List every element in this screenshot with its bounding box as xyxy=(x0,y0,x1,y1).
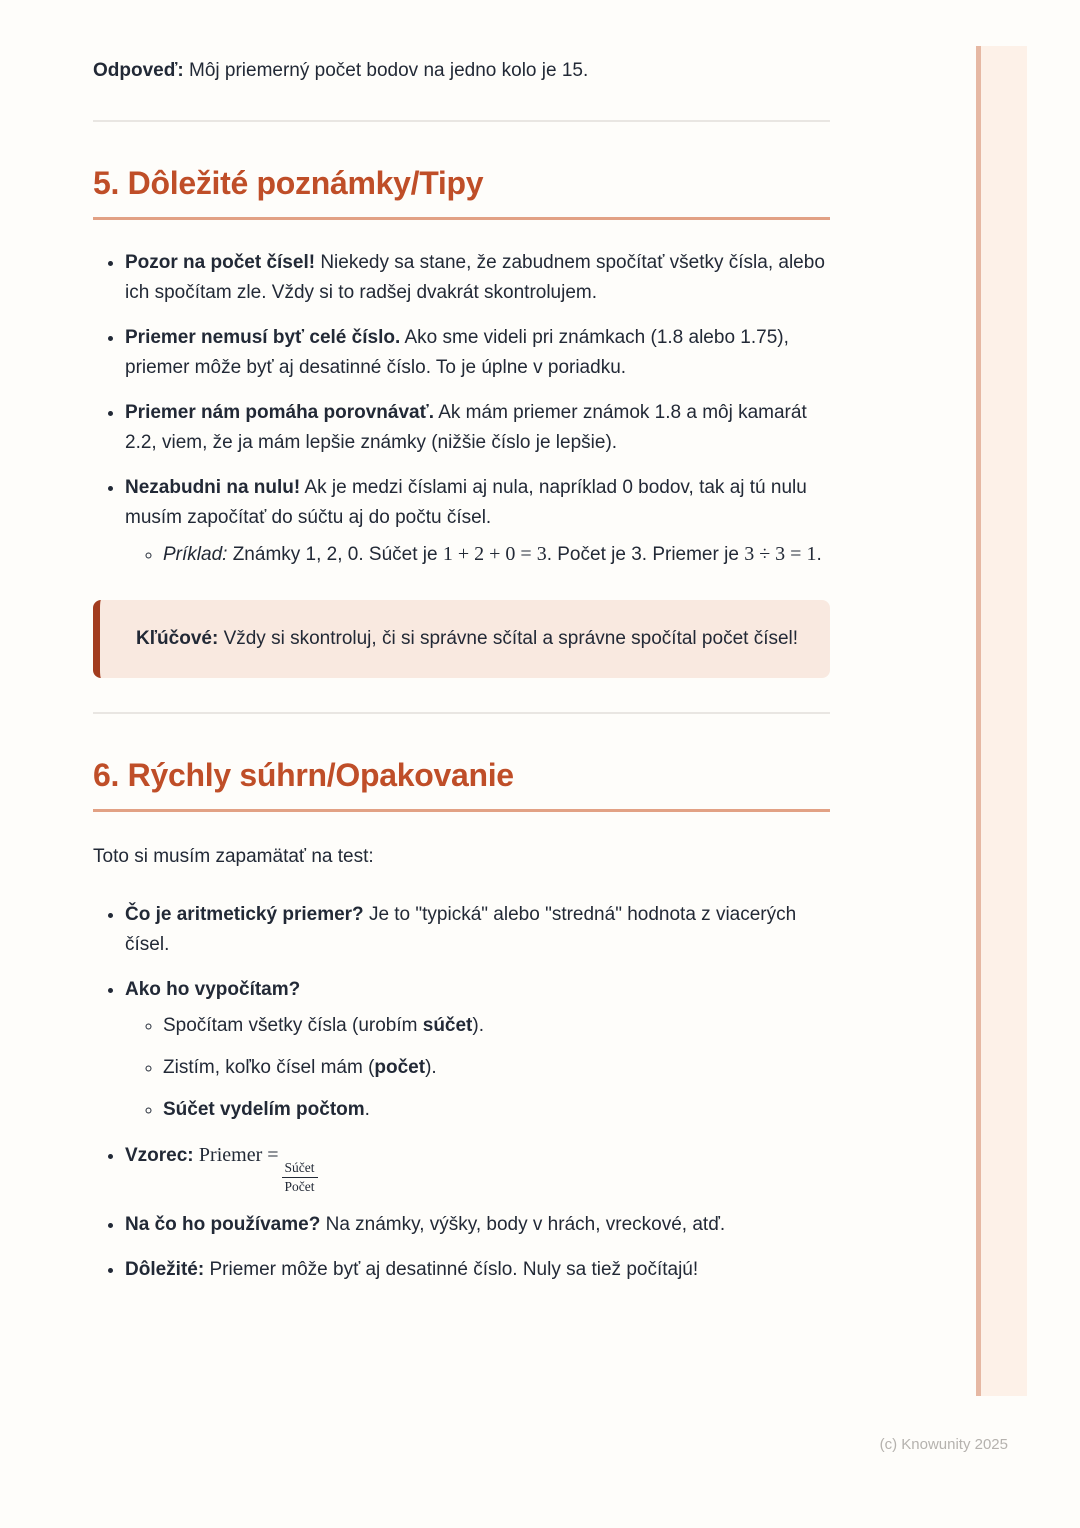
answer-line xyxy=(93,56,830,86)
answer-label: Odpoveď: xyxy=(93,60,184,81)
bullet-lead: Ako ho vypočítam? xyxy=(125,979,301,1000)
bullet-text: Na známky, výšky, body v hrách, vreckové, atď. xyxy=(325,1214,726,1236)
step-pre: Spočítam všetky čísla (urobím xyxy=(163,1015,423,1036)
bullet-text: Ak mám priemer známok 1.8 a môj kamarát 2.2, viem, že ja mám lepšie známky (nižšie číslo je lepšie). xyxy=(125,402,807,453)
callout-text xyxy=(136,620,800,658)
bullet-lead: Priemer nemusí byť celé číslo. xyxy=(125,327,401,348)
list-item-cele-cislo xyxy=(125,323,830,383)
step-item-pocet xyxy=(163,1053,830,1083)
step-bold: počet xyxy=(374,1057,426,1078)
bullet-text: Ak je medzi číslami aj nula, napríklad 0 bodov, tak aj tú nulu musím započítať do súčtu aj do počtu čísel. xyxy=(125,477,807,528)
bullet-lead: Nezabudni na nulu! xyxy=(125,477,301,498)
step-pre: Zistím, koľko čísel mám ( xyxy=(163,1057,375,1078)
list-item-dolezite xyxy=(125,1255,830,1285)
answer-text: Môj priemerný počet bodov na jedno kolo je 15. xyxy=(189,60,589,81)
step-post: . xyxy=(364,1099,370,1120)
step-bold: súčet xyxy=(422,1015,473,1036)
formula-lhs: Priemer = xyxy=(198,1144,279,1166)
example-lead: Známky 1, 2, 0. Súčet je xyxy=(232,544,438,565)
section-5-heading: 5. Dôležité poznámky/Tipy xyxy=(93,162,830,220)
bullet-text: Je to "typická" alebo "stredná" hodnota z viacerých čísel. xyxy=(125,904,797,955)
bullet-lead: Pozor na počet čísel! xyxy=(125,252,316,273)
fraction-denominator: Počet xyxy=(284,1179,315,1195)
example-label: Príklad: xyxy=(163,544,228,565)
step-bold: Súčet vydelím počtom xyxy=(163,1099,365,1120)
bullet-lead: Čo je aritmetický priemer? xyxy=(125,904,364,925)
step-post: ). xyxy=(472,1015,484,1036)
section-divider xyxy=(93,120,830,122)
list-item-porovnavat xyxy=(125,398,830,458)
step-item-vydelim xyxy=(163,1095,830,1125)
copyright-footer: (c) Knowunity 2025 xyxy=(879,1436,1008,1453)
example-sublist xyxy=(125,539,830,570)
section-6-list xyxy=(93,900,830,1285)
content-column xyxy=(93,56,830,1300)
bullet-lead: Vzorec: xyxy=(125,1145,194,1166)
bullet-lead: Priemer nám pomáha porovnávať. xyxy=(125,402,434,423)
step-post: ). xyxy=(425,1057,437,1078)
bullet-lead: Na čo ho používame? xyxy=(125,1214,321,1236)
list-item-ako-vypocitam xyxy=(125,975,830,1125)
callout-label: Kľúčové: xyxy=(136,628,219,649)
fraction-numerator: Súčet xyxy=(282,1160,318,1178)
right-margin-strip xyxy=(976,46,1027,1396)
list-item-vzorec xyxy=(125,1140,830,1195)
math-expression-division: 3 ÷ 3 = 1 xyxy=(744,543,817,565)
formula-fraction xyxy=(282,1160,318,1195)
step-item-sucet xyxy=(163,1011,830,1041)
key-takeaway-callout xyxy=(93,600,830,678)
bullet-text: Priemer môže byť aj desatinné číslo. Nuly sa tiež počítajú! xyxy=(209,1259,699,1281)
section-6-heading: 6. Rýchly súhrn/Opakovanie xyxy=(93,754,830,812)
section-5-list xyxy=(93,248,830,570)
section-6-intro: Toto si musím zapamätať na test: xyxy=(93,846,374,867)
bullet-text: Niekedy sa stane, že zabudnem spočítať všetky čísla, alebo ich spočítam zle. Vždy si to radšej dvakrát skontrolujem. xyxy=(125,252,825,303)
list-item-co-je-priemer xyxy=(125,900,830,960)
example-mid: . Počet je 3. Priemer je xyxy=(546,544,739,565)
example-item xyxy=(163,539,830,570)
bullet-text: Ako sme videli pri známkach (1.8 alebo 1.75), priemer môže byť aj desatinné číslo. To je úplne v poriadku. xyxy=(125,327,789,378)
section-divider xyxy=(93,712,830,714)
example-tail: . xyxy=(816,544,822,565)
list-item-nula xyxy=(125,473,830,570)
steps-sublist xyxy=(125,1011,830,1125)
callout-body: Vždy si skontroluj, či si správne sčítal a správne spočítal počet čísel! xyxy=(223,628,799,649)
list-item-pozor xyxy=(125,248,830,308)
bullet-lead: Dôležité: xyxy=(125,1259,205,1281)
math-expression-sum: 1 + 2 + 0 = 3 xyxy=(442,543,547,565)
list-item-pouzivame xyxy=(125,1210,830,1240)
